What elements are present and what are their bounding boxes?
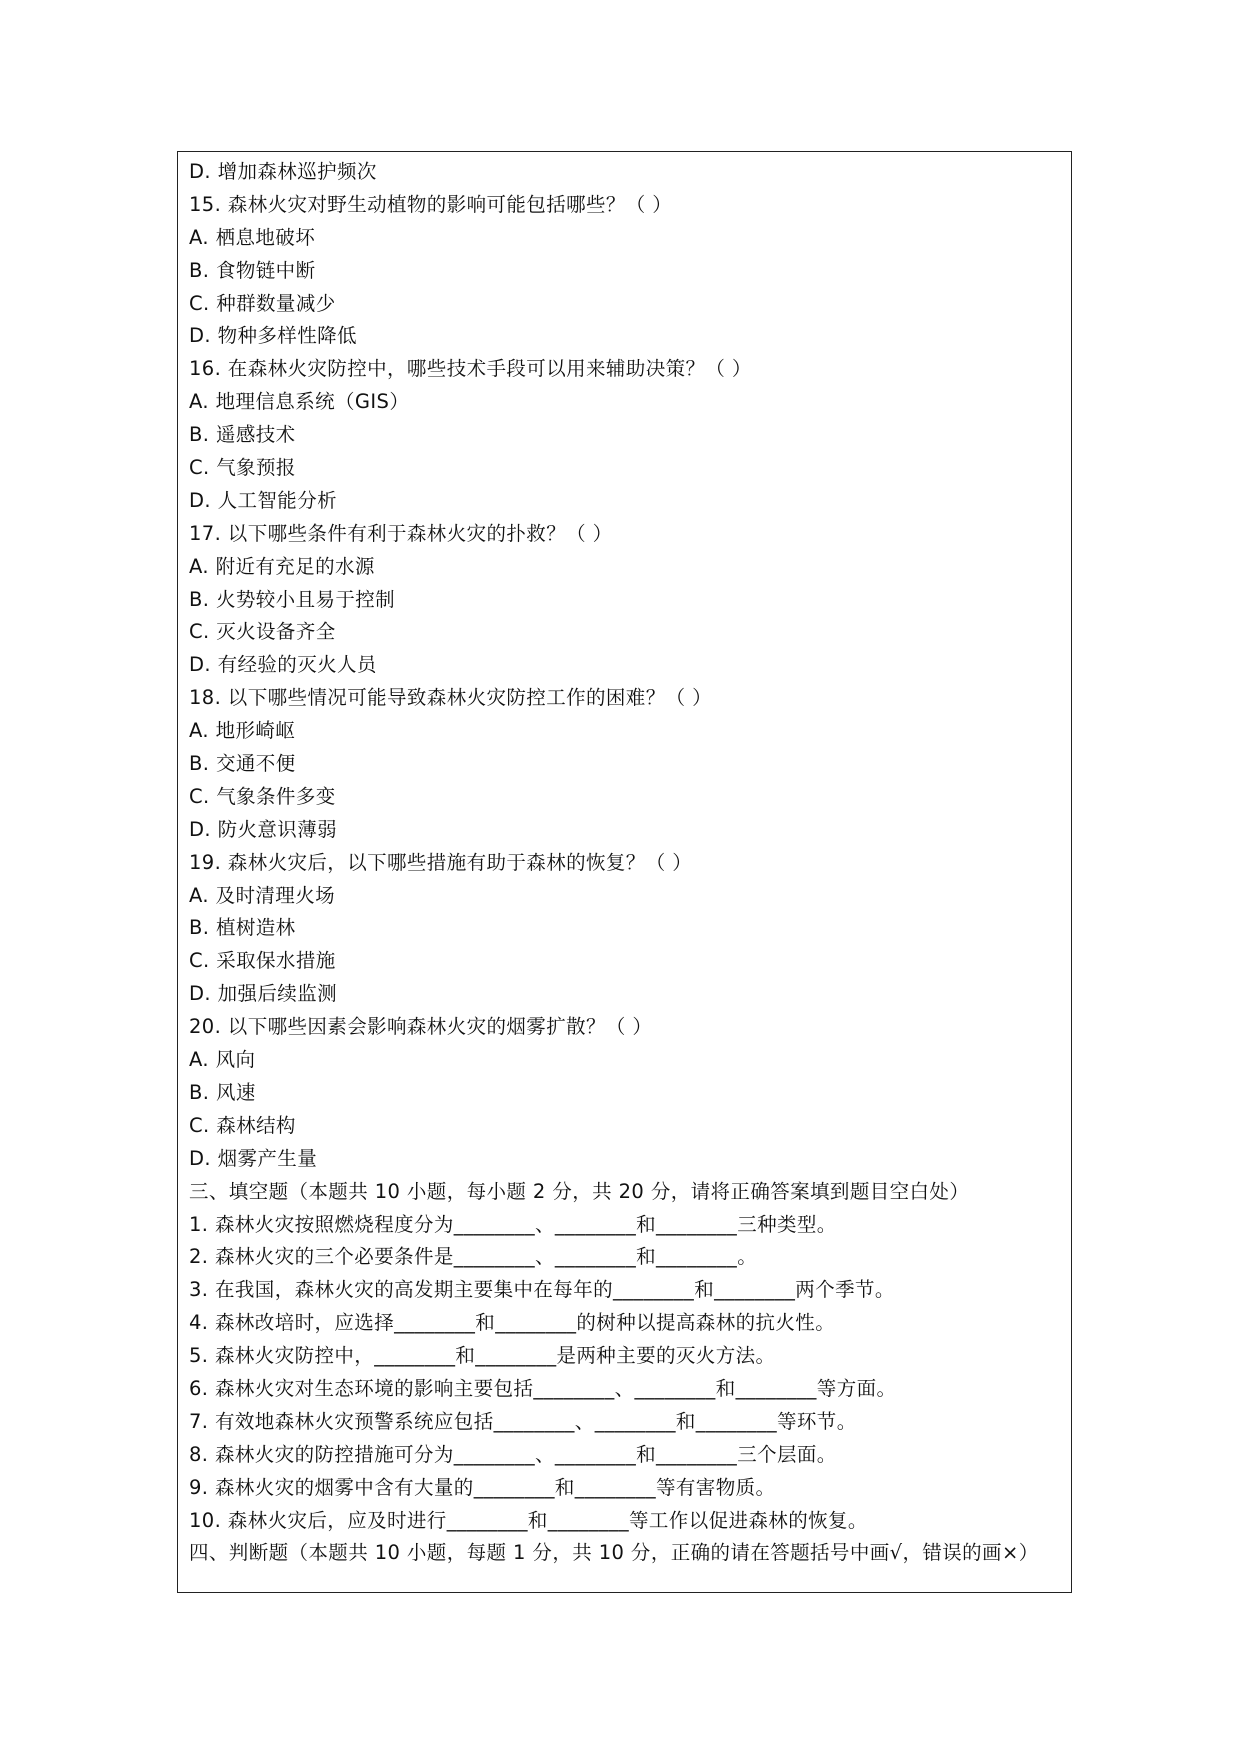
- fill-question-4: 4. 森林改培时，应选择________和________的树种以提高森林的抗火性。: [189, 1311, 836, 1335]
- option-20-d: D. 烟雾产生量: [189, 1146, 318, 1170]
- option-19-c: C. 采取保水措施: [189, 949, 336, 973]
- option-16-c: C. 气象预报: [189, 456, 296, 480]
- option-20-b: B. 风速: [189, 1080, 256, 1104]
- option-15-a: A. 栖息地破坏: [189, 225, 316, 249]
- question-20: 20. 以下哪些因素会影响森林火灾的烟雾扩散？（ ）: [189, 1015, 653, 1039]
- option-18-c: C. 气象条件多变: [189, 784, 336, 808]
- fill-question-2: 2. 森林火灾的三个必要条件是________、________和________。: [189, 1245, 758, 1269]
- option-15-c: C. 种群数量减少: [189, 291, 336, 315]
- section-heading-true-false: 四、判断题（本题共 10 小题，每题 1 分，共 10 分，正确的请在答题括号中画√，错误的画×）: [189, 1541, 1039, 1565]
- question-17: 17. 以下哪些条件有利于森林火灾的扑救？（ ）: [189, 521, 613, 545]
- question-19: 19. 森林火灾后，以下哪些措施有助于森林的恢复？（ ）: [189, 850, 693, 874]
- option-20-c: C. 森林结构: [189, 1113, 296, 1137]
- question-18: 18. 以下哪些情况可能导致森林火灾防控工作的困难？（ ）: [189, 686, 713, 710]
- fill-question-3: 3. 在我国，森林火灾的高发期主要集中在每年的________和________两个季节。: [189, 1278, 895, 1302]
- option-16-d: D. 人工智能分析: [189, 488, 338, 512]
- option-18-a: A. 地形崎岖: [189, 719, 296, 743]
- option-15-d: D. 物种多样性降低: [189, 324, 357, 348]
- option-17-c: C. 灭火设备齐全: [189, 620, 336, 644]
- fill-question-8: 8. 森林火灾的防控措施可分为________、________和________三个层面。: [189, 1442, 837, 1466]
- option-20-a: A. 风向: [189, 1048, 256, 1072]
- fill-question-5: 5. 森林火灾防控中，________和________是两种主要的灭火方法。: [189, 1344, 776, 1368]
- option-19-a: A. 及时清理火场: [189, 883, 335, 907]
- question-15: 15. 森林火灾对野生动植物的影响可能包括哪些？（ ）: [189, 192, 673, 216]
- option-17-a: A. 附近有充足的水源: [189, 554, 375, 578]
- fill-question-7: 7. 有效地森林火灾预警系统应包括________、________和________等环节。: [189, 1409, 857, 1433]
- option-16-a: A. 地理信息系统（GIS）: [189, 390, 410, 414]
- fill-question-1: 1. 森林火灾按照燃烧程度分为________、________和________三种类型。: [189, 1212, 837, 1236]
- option-18-d: D. 防火意识薄弱: [189, 817, 338, 841]
- option-18-b: B. 交通不便: [189, 752, 296, 776]
- question-16: 16. 在森林火灾防控中，哪些技术手段可以用来辅助决策？（ ）: [189, 357, 752, 381]
- fill-question-10: 10. 森林火灾后，应及时进行________和________等工作以促进森林的恢复。: [189, 1508, 868, 1532]
- exam-text-box: [177, 151, 1072, 1593]
- option-19-b: B. 植树造林: [189, 916, 296, 940]
- section-heading-fill-in-blank: 三、填空题（本题共 10 小题，每小题 2 分，共 20 分，请将正确答案填到题目空白处）: [189, 1179, 970, 1203]
- option-14-d: D. 增加森林巡护频次: [189, 160, 377, 183]
- option-16-b: B. 遥感技术: [189, 423, 296, 447]
- option-19-d: D. 加强后续监测: [189, 982, 338, 1006]
- fill-question-6: 6. 森林火灾对生态环境的影响主要包括________、________和________等方面。: [189, 1376, 897, 1400]
- option-17-b: B. 火势较小且易于控制: [189, 587, 396, 611]
- option-17-d: D. 有经验的灭火人员: [189, 653, 377, 677]
- fill-question-9: 9. 森林火灾的烟雾中含有大量的________和________等有害物质。: [189, 1475, 776, 1499]
- option-15-b: B. 食物链中断: [189, 258, 316, 282]
